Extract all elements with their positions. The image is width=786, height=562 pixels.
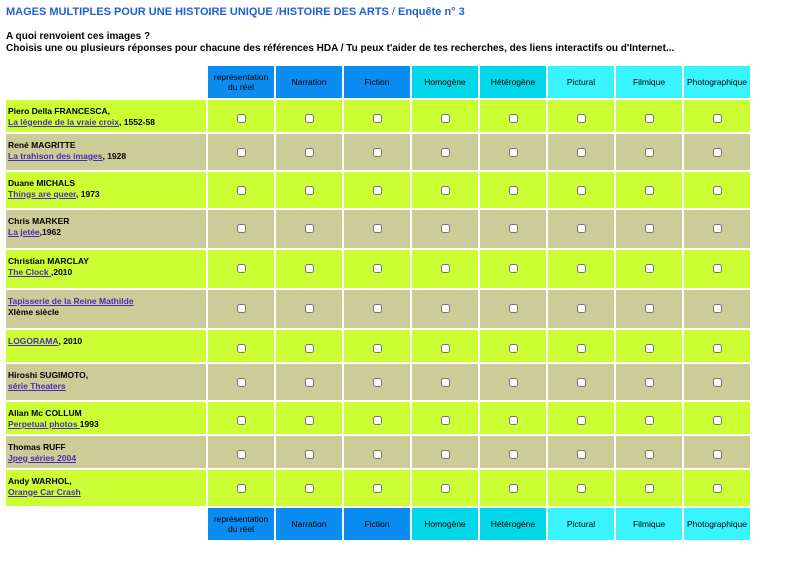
artist-name: Allan Mc COLLUM	[8, 408, 82, 418]
answer-cell	[684, 250, 750, 288]
title-sub: HISTOIRE DES ARTS	[278, 6, 389, 18]
answer-checkbox-5[interactable]	[577, 484, 586, 493]
answer-cell	[480, 134, 546, 170]
answer-cell	[548, 250, 614, 288]
work-line	[8, 336, 206, 347]
answer-cell	[616, 330, 682, 362]
answer-cell	[480, 402, 546, 434]
work-date: ,1962	[39, 226, 61, 237]
answer-cell	[616, 364, 682, 400]
footer-col-2: Fiction	[344, 508, 410, 540]
answer-checkbox-4[interactable]	[509, 148, 518, 157]
answer-checkbox-6[interactable]	[645, 344, 654, 353]
table-row	[6, 402, 750, 434]
answer-checkbox-7[interactable]	[713, 450, 722, 459]
answer-checkbox-7[interactable]	[713, 264, 722, 273]
answer-checkbox-7[interactable]	[713, 304, 722, 313]
answer-checkbox-0[interactable]	[237, 378, 246, 387]
answer-checkbox-0[interactable]	[237, 344, 246, 353]
header-row-bottom	[6, 508, 750, 540]
work-line	[8, 189, 206, 200]
footer-col-6: Filmique	[616, 508, 682, 540]
answer-checkbox-5[interactable]	[577, 304, 586, 313]
answer-cell	[412, 134, 478, 170]
answer-cell	[276, 364, 342, 400]
row-reference-cell	[6, 470, 206, 506]
answer-checkbox-1[interactable]	[305, 186, 314, 195]
work-line	[8, 487, 206, 498]
answer-checkbox-2[interactable]	[373, 378, 382, 387]
table-row	[6, 100, 750, 132]
answer-checkbox-0[interactable]	[237, 186, 246, 195]
table-row	[6, 364, 750, 400]
table-row	[6, 250, 750, 288]
answer-cell	[684, 364, 750, 400]
answer-cell	[548, 134, 614, 170]
answer-checkbox-0[interactable]	[237, 224, 246, 233]
artist-name: Chris MARKER	[8, 216, 70, 226]
answer-cell	[276, 100, 342, 132]
answer-cell	[480, 290, 546, 328]
answer-cell	[480, 330, 546, 362]
answer-cell	[548, 402, 614, 434]
work-link[interactable]: Orange Car Crash	[8, 486, 81, 497]
answer-cell	[276, 470, 342, 506]
answer-checkbox-2[interactable]	[373, 148, 382, 157]
answer-checkbox-3[interactable]	[441, 344, 450, 353]
answer-cell	[344, 210, 410, 248]
answer-cell	[684, 290, 750, 328]
answer-cell	[684, 172, 750, 208]
footer-col-0: représentation du réel	[208, 508, 274, 540]
answer-checkbox-1[interactable]	[305, 378, 314, 387]
answer-cell	[412, 210, 478, 248]
artist-name: Hiroshi SUGIMOTO,	[8, 370, 89, 380]
answer-cell	[412, 250, 478, 288]
answer-cell	[548, 172, 614, 208]
answer-checkbox-4[interactable]	[509, 416, 518, 425]
answer-cell	[208, 100, 274, 132]
footer-col-1: Narration	[276, 508, 342, 540]
title-enquete: Enquête n° 3	[398, 6, 465, 18]
footer-blank-cell	[6, 508, 206, 540]
answer-cell	[208, 364, 274, 400]
answer-cell	[616, 250, 682, 288]
header-col-6: Filmique	[616, 66, 682, 98]
answer-cell	[684, 330, 750, 362]
answer-checkbox-7[interactable]	[713, 344, 722, 353]
work-link[interactable]: Perpetual photos	[8, 418, 80, 429]
work-date: , 1928	[102, 150, 127, 161]
table-row	[6, 470, 750, 506]
row-reference-cell	[6, 290, 206, 328]
work-line	[8, 267, 206, 278]
answer-checkbox-3[interactable]	[441, 148, 450, 157]
answer-cell	[412, 402, 478, 434]
header-col-2: Fiction	[344, 66, 410, 98]
answer-cell	[412, 172, 478, 208]
answer-cell	[208, 172, 274, 208]
answer-checkbox-7[interactable]	[713, 148, 722, 157]
answer-cell	[208, 290, 274, 328]
answer-cell	[344, 100, 410, 132]
answer-checkbox-0[interactable]	[237, 484, 246, 493]
answer-cell	[208, 470, 274, 506]
answer-checkbox-2[interactable]	[373, 186, 382, 195]
row-reference-cell	[6, 364, 206, 400]
work-line	[8, 419, 206, 430]
answer-checkbox-0[interactable]	[237, 304, 246, 313]
answer-checkbox-1[interactable]	[305, 484, 314, 493]
answer-checkbox-1[interactable]	[305, 416, 314, 425]
work-link[interactable]: The Clock	[8, 266, 51, 277]
answer-checkbox-6[interactable]	[645, 450, 654, 459]
work-link[interactable]: Things are queer	[8, 188, 77, 199]
answer-checkbox-2[interactable]	[373, 264, 382, 273]
answer-checkbox-5[interactable]	[577, 378, 586, 387]
answer-checkbox-7[interactable]	[713, 484, 722, 493]
answer-checkbox-1[interactable]	[305, 148, 314, 157]
artist-name: René MAGRITTE	[8, 140, 76, 150]
answer-checkbox-6[interactable]	[645, 378, 654, 387]
answer-cell	[344, 402, 410, 434]
answer-cell	[548, 100, 614, 132]
answer-checkbox-6[interactable]	[645, 484, 654, 493]
answer-checkbox-6[interactable]	[645, 224, 654, 233]
answer-cell	[344, 330, 410, 362]
header-blank-cell	[6, 66, 206, 98]
answer-cell	[344, 134, 410, 170]
answer-checkbox-4[interactable]	[509, 378, 518, 387]
answer-cell	[208, 402, 274, 434]
answer-checkbox-0[interactable]	[237, 416, 246, 425]
answer-cell	[412, 100, 478, 132]
answer-cell	[344, 436, 410, 468]
answer-checkbox-3[interactable]	[441, 224, 450, 233]
page-title	[6, 6, 465, 18]
work-date: XIème siècle	[8, 306, 60, 317]
work-line	[8, 381, 206, 392]
answer-cell	[344, 250, 410, 288]
work-link[interactable]: LOGORAMA	[8, 336, 59, 346]
answer-cell	[208, 436, 274, 468]
work-date: , 1552-58	[119, 116, 155, 127]
answer-cell	[548, 470, 614, 506]
answer-cell	[344, 290, 410, 328]
row-reference-cell	[6, 402, 206, 434]
answer-checkbox-6[interactable]	[645, 416, 654, 425]
work-link[interactable]: Jpeg séries 2004	[8, 452, 77, 463]
work-line	[8, 453, 206, 464]
answer-checkbox-5[interactable]	[577, 114, 586, 123]
answer-checkbox-3[interactable]	[441, 484, 450, 493]
answer-checkbox-4[interactable]	[509, 450, 518, 459]
title-main: MAGES MULTIPLES POUR UNE HISTOIRE UNIQUE	[6, 6, 273, 18]
footer-col-5: Pictural	[548, 508, 614, 540]
answer-checkbox-2[interactable]	[373, 450, 382, 459]
work-date: , 2010	[58, 336, 83, 346]
answer-checkbox-3[interactable]	[441, 186, 450, 195]
intro-instruction: Choisis une ou plusieurs réponses pour chacune des références HDA / Tu peux t'aider de tes recherches, des liens interactifs ou d'Internet...	[6, 43, 675, 54]
answer-cell	[208, 210, 274, 248]
answer-checkbox-0[interactable]	[237, 450, 246, 459]
answer-cell	[480, 364, 546, 400]
answer-checkbox-7[interactable]	[713, 416, 722, 425]
table-row	[6, 172, 750, 208]
work-link[interactable]: La légende de la vraie croix	[8, 116, 120, 127]
answer-cell	[616, 290, 682, 328]
answer-cell	[480, 250, 546, 288]
header-col-4: Hétérogène	[480, 66, 546, 98]
answer-checkbox-7[interactable]	[713, 224, 722, 233]
answer-checkbox-4[interactable]	[509, 186, 518, 195]
header-col-7: Photographique	[684, 66, 750, 98]
answer-cell	[548, 290, 614, 328]
answer-cell	[276, 402, 342, 434]
answer-checkbox-5[interactable]	[577, 264, 586, 273]
answer-cell	[616, 172, 682, 208]
answer-checkbox-0[interactable]	[237, 114, 246, 123]
answer-checkbox-4[interactable]	[509, 484, 518, 493]
answer-cell	[412, 330, 478, 362]
answer-checkbox-5[interactable]	[577, 416, 586, 425]
work-line	[8, 227, 206, 238]
footer-col-3: Homogène	[412, 508, 478, 540]
answer-checkbox-0[interactable]	[237, 148, 246, 157]
answer-checkbox-6[interactable]	[645, 304, 654, 313]
answer-cell	[344, 364, 410, 400]
answer-checkbox-1[interactable]	[305, 224, 314, 233]
answer-cell	[480, 470, 546, 506]
table-row	[6, 290, 750, 328]
answer-checkbox-1[interactable]	[305, 304, 314, 313]
answer-cell	[616, 210, 682, 248]
footer-col-4: Hétérogène	[480, 508, 546, 540]
header-col-1: Narration	[276, 66, 342, 98]
answer-checkbox-7[interactable]	[713, 378, 722, 387]
answer-checkbox-7[interactable]	[713, 186, 722, 195]
answer-cell	[548, 330, 614, 362]
answer-checkbox-2[interactable]	[373, 416, 382, 425]
answer-cell	[480, 210, 546, 248]
answer-cell	[480, 172, 546, 208]
answer-cell	[616, 470, 682, 506]
answer-cell	[548, 436, 614, 468]
answer-checkbox-4[interactable]	[509, 304, 518, 313]
answer-checkbox-6[interactable]	[645, 264, 654, 273]
answer-cell	[616, 436, 682, 468]
intro-question: A quoi renvoient ces images ?	[6, 31, 151, 42]
row-reference-cell	[6, 100, 206, 132]
questionnaire-body	[6, 100, 750, 506]
table-row	[6, 134, 750, 170]
row-reference-cell	[6, 330, 206, 362]
answer-cell	[412, 364, 478, 400]
work-line	[8, 117, 206, 128]
header-row-top	[6, 66, 750, 98]
answer-checkbox-5[interactable]	[577, 224, 586, 233]
answer-checkbox-3[interactable]	[441, 114, 450, 123]
answer-checkbox-1[interactable]	[305, 114, 314, 123]
answer-cell	[276, 172, 342, 208]
answer-cell	[208, 134, 274, 170]
answer-cell	[276, 210, 342, 248]
work-line	[8, 296, 206, 307]
answer-cell	[412, 290, 478, 328]
answer-cell	[684, 470, 750, 506]
answer-checkbox-4[interactable]	[509, 264, 518, 273]
answer-cell	[344, 172, 410, 208]
answer-checkbox-1[interactable]	[305, 344, 314, 353]
header-col-0: représentation du réel	[208, 66, 274, 98]
work-date: 1993	[79, 418, 99, 429]
answer-checkbox-2[interactable]	[373, 344, 382, 353]
answer-cell	[684, 402, 750, 434]
answer-cell	[276, 250, 342, 288]
artist-name: Piero Della FRANCESCA,	[8, 106, 111, 116]
answer-cell	[684, 100, 750, 132]
artist-name: Thomas RUFF	[8, 442, 66, 452]
answer-checkbox-7[interactable]	[713, 114, 722, 123]
answer-checkbox-6[interactable]	[645, 114, 654, 123]
answer-cell	[276, 290, 342, 328]
answer-cell	[684, 210, 750, 248]
answer-checkbox-3[interactable]	[441, 450, 450, 459]
work-line	[8, 151, 206, 162]
answer-checkbox-3[interactable]	[441, 416, 450, 425]
work-link[interactable]: La trahison des images	[8, 150, 103, 161]
answer-checkbox-3[interactable]	[441, 304, 450, 313]
answer-checkbox-5[interactable]	[577, 148, 586, 157]
intro-text	[6, 31, 674, 55]
answer-checkbox-1[interactable]	[305, 264, 314, 273]
answer-checkbox-2[interactable]	[373, 484, 382, 493]
work-link[interactable]: série Theaters	[8, 380, 66, 391]
answer-cell	[276, 436, 342, 468]
row-reference-cell	[6, 172, 206, 208]
artist-name: Christian MARCLAY	[8, 256, 89, 266]
answer-checkbox-0[interactable]	[237, 264, 246, 273]
answer-cell	[616, 134, 682, 170]
answer-checkbox-1[interactable]	[305, 450, 314, 459]
work-date: ,2010	[50, 266, 73, 277]
questionnaire-table	[4, 64, 752, 542]
work-date: , 1973	[76, 188, 100, 199]
answer-checkbox-4[interactable]	[509, 114, 518, 123]
answer-cell	[616, 100, 682, 132]
answer-cell	[276, 134, 342, 170]
row-reference-cell	[6, 210, 206, 248]
answer-checkbox-2[interactable]	[373, 304, 382, 313]
header-col-3: Homogène	[412, 66, 478, 98]
answer-cell	[616, 402, 682, 434]
table-row	[6, 436, 750, 468]
answer-cell	[412, 470, 478, 506]
answer-cell	[412, 436, 478, 468]
table-row	[6, 210, 750, 248]
answer-checkbox-4[interactable]	[509, 344, 518, 353]
answer-cell	[684, 134, 750, 170]
answer-checkbox-5[interactable]	[577, 450, 586, 459]
footer-col-7: Photographique	[684, 508, 750, 540]
work-link[interactable]: La jetée	[8, 226, 40, 237]
table-row	[6, 330, 750, 362]
row-reference-cell	[6, 436, 206, 468]
answer-checkbox-5[interactable]	[577, 186, 586, 195]
answer-cell	[548, 210, 614, 248]
answer-cell	[480, 100, 546, 132]
answer-cell	[548, 364, 614, 400]
title-separator: /	[272, 6, 279, 18]
answer-cell	[684, 436, 750, 468]
answer-cell	[276, 330, 342, 362]
answer-checkbox-5[interactable]	[577, 344, 586, 353]
answer-checkbox-4[interactable]	[509, 224, 518, 233]
row-reference-cell	[6, 250, 206, 288]
header-col-5: Pictural	[548, 66, 614, 98]
answer-checkbox-2[interactable]	[373, 224, 382, 233]
artist-name: Andy WARHOL,	[8, 476, 72, 486]
answer-checkbox-3[interactable]	[441, 264, 450, 273]
answer-checkbox-2[interactable]	[373, 114, 382, 123]
title-separator-2: /	[388, 6, 398, 18]
row-reference-cell	[6, 134, 206, 170]
answer-checkbox-3[interactable]	[441, 378, 450, 387]
answer-checkbox-6[interactable]	[645, 186, 654, 195]
answer-checkbox-6[interactable]	[645, 148, 654, 157]
answer-cell	[208, 250, 274, 288]
answer-cell	[480, 436, 546, 468]
artist-name: Duane MICHALS	[8, 178, 76, 188]
answer-cell	[344, 470, 410, 506]
work-link[interactable]: Tapisserie de la Reine Mathilde	[8, 296, 134, 306]
answer-cell	[208, 330, 274, 362]
